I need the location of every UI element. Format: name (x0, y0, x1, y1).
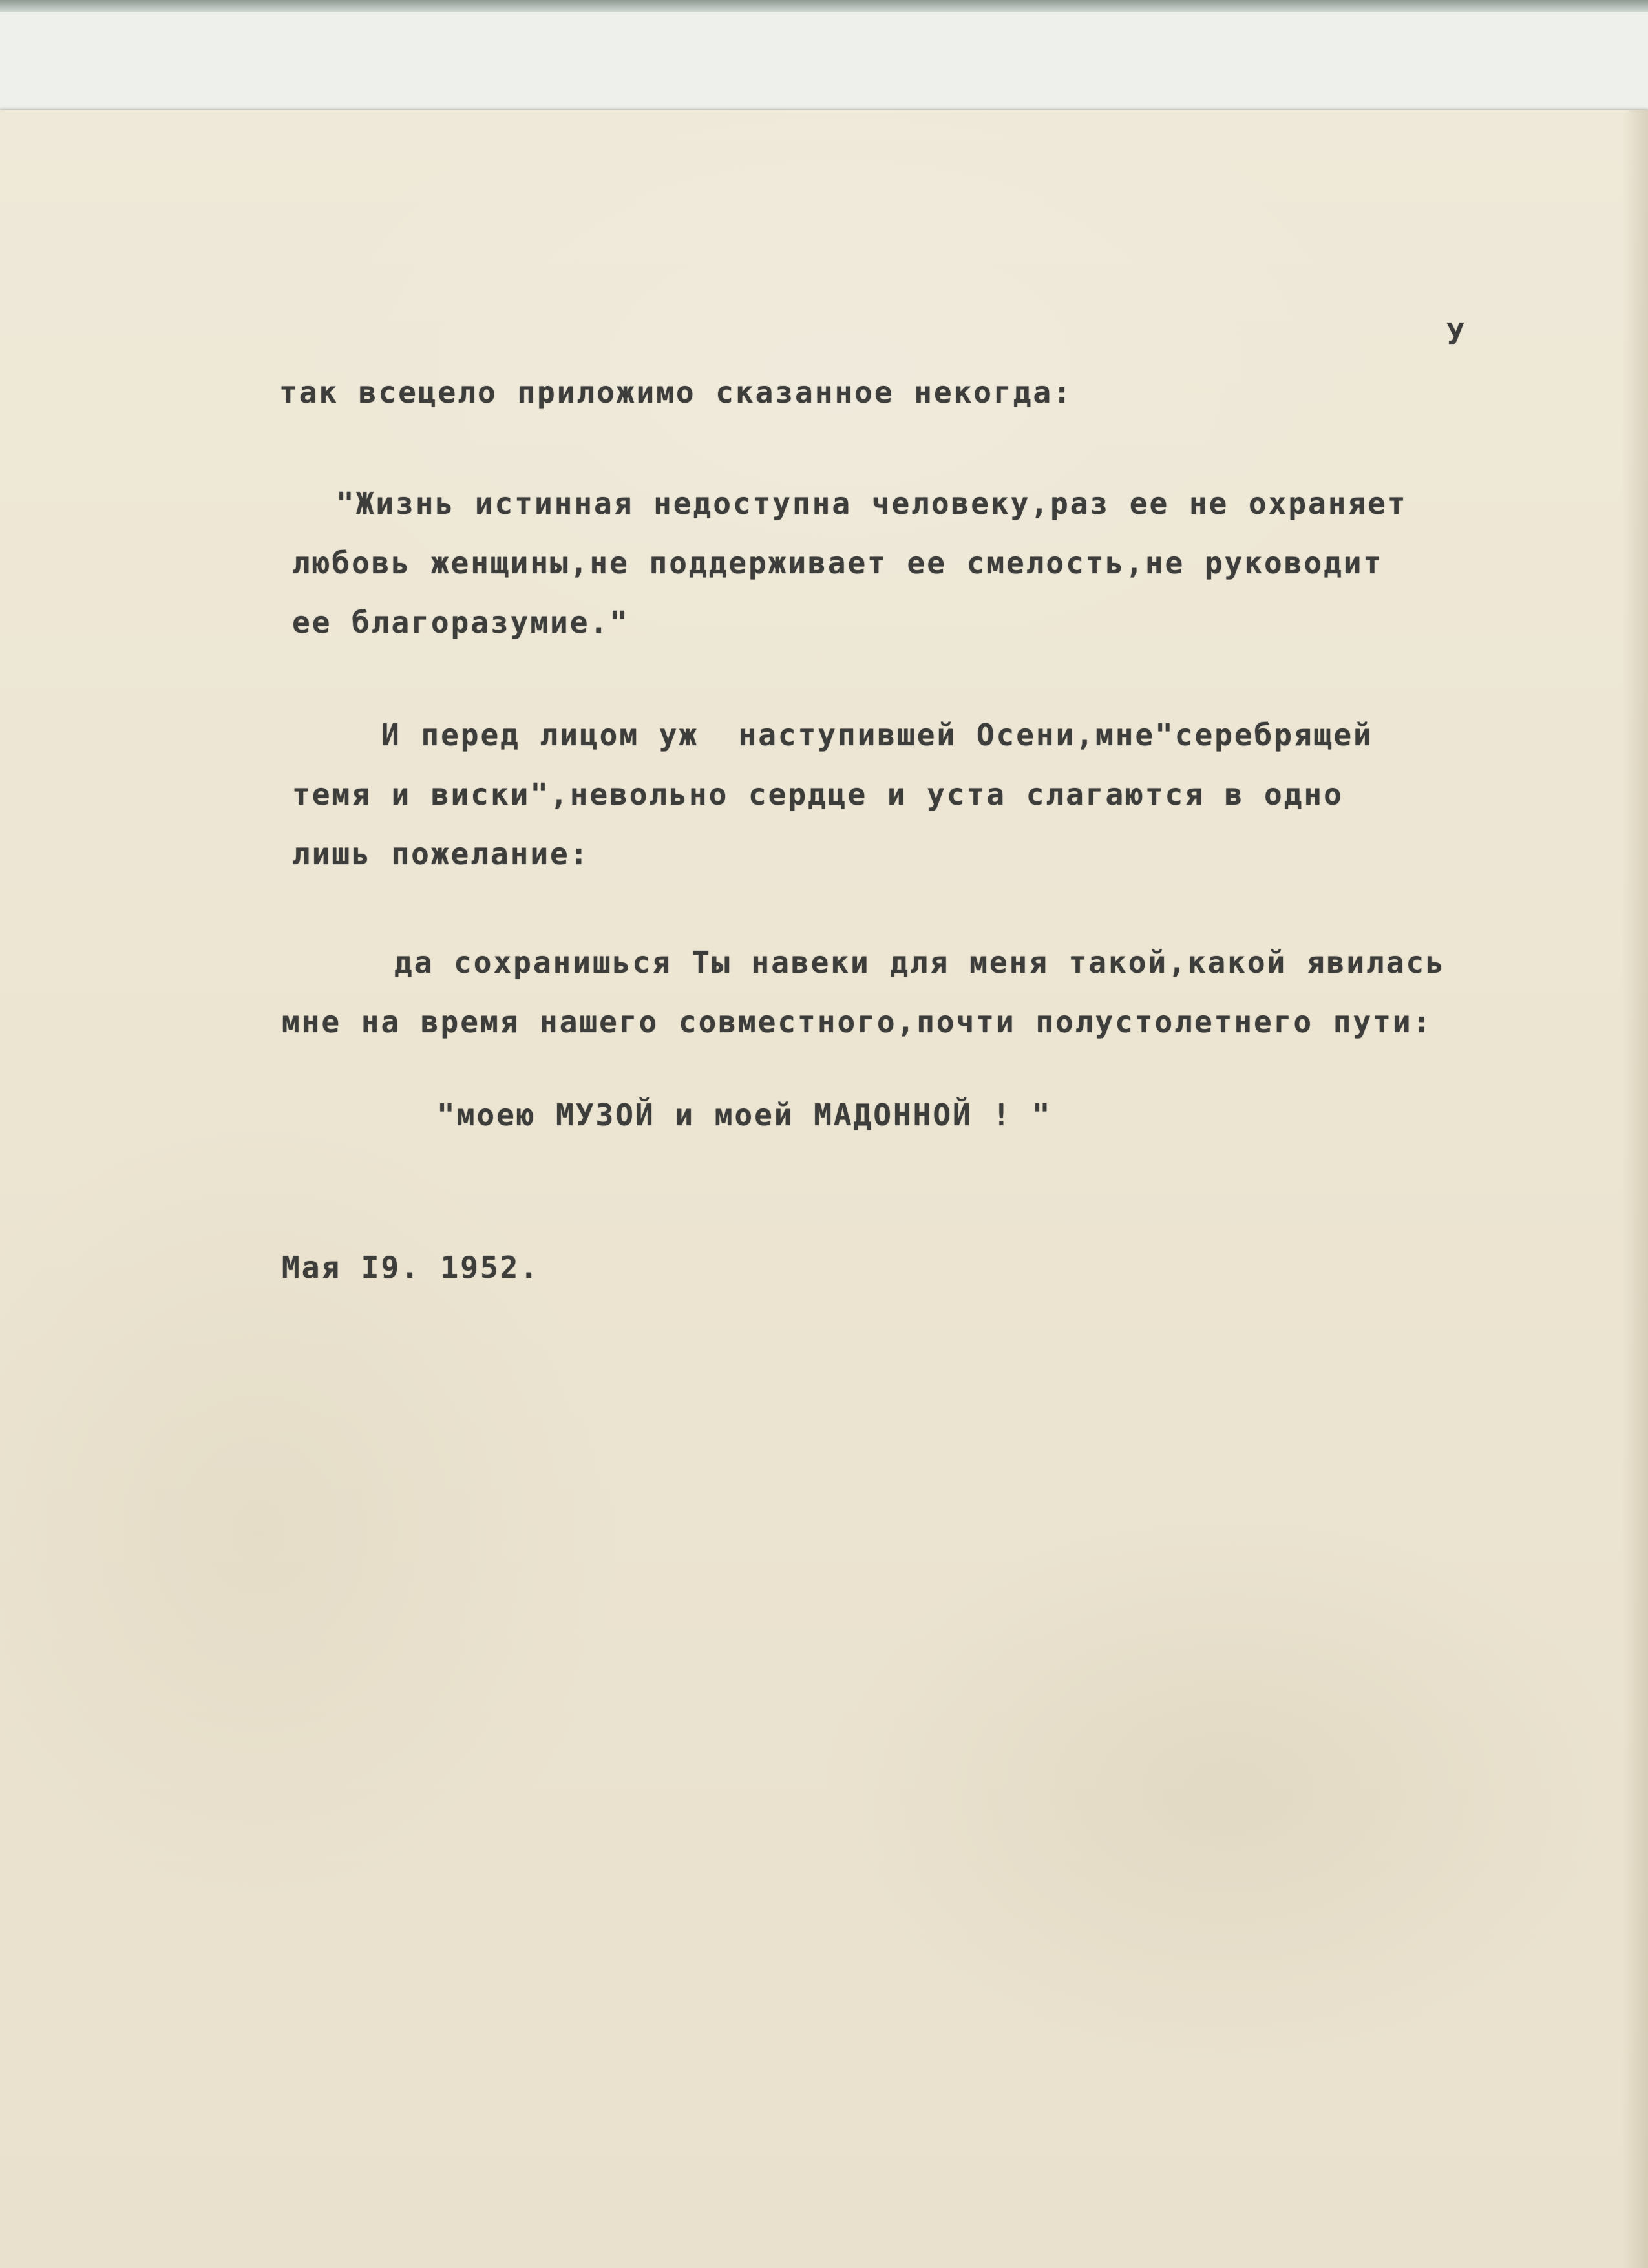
date-line: Мая I9. 1952. (282, 1250, 540, 1285)
closing-quote-line: "моею МУЗОЙ и моей МАДОННОЙ ! " (437, 1097, 1052, 1132)
quote-line: любовь женщины,не поддерживает ее смелость,не руководит (292, 546, 1384, 580)
quote-line: ее благоразумие." (292, 605, 629, 640)
text-line: И перед лицом уж наступившей Осени,мне"серебрящей (381, 717, 1373, 752)
scanner-edge (0, 0, 1648, 12)
text-line: лишь пожелание: (292, 836, 590, 871)
text-line: да сохранишься Ты навеки для меня такой,какой явилась (394, 945, 1446, 980)
quote-line: "Жизнь истинная недоступна человеку,раз ее не охраняет (336, 486, 1408, 521)
text-line: так всецело приложимо сказанное некогда: (279, 375, 1073, 410)
page-marker: У (1446, 317, 1466, 352)
text-line: темя и виски",невольно сердце и уста слагаются в одно (292, 777, 1344, 812)
text-line: мне на время нашего совместного,почти полустолетнего пути: (282, 1004, 1433, 1039)
paper-sheet (0, 110, 1648, 2268)
